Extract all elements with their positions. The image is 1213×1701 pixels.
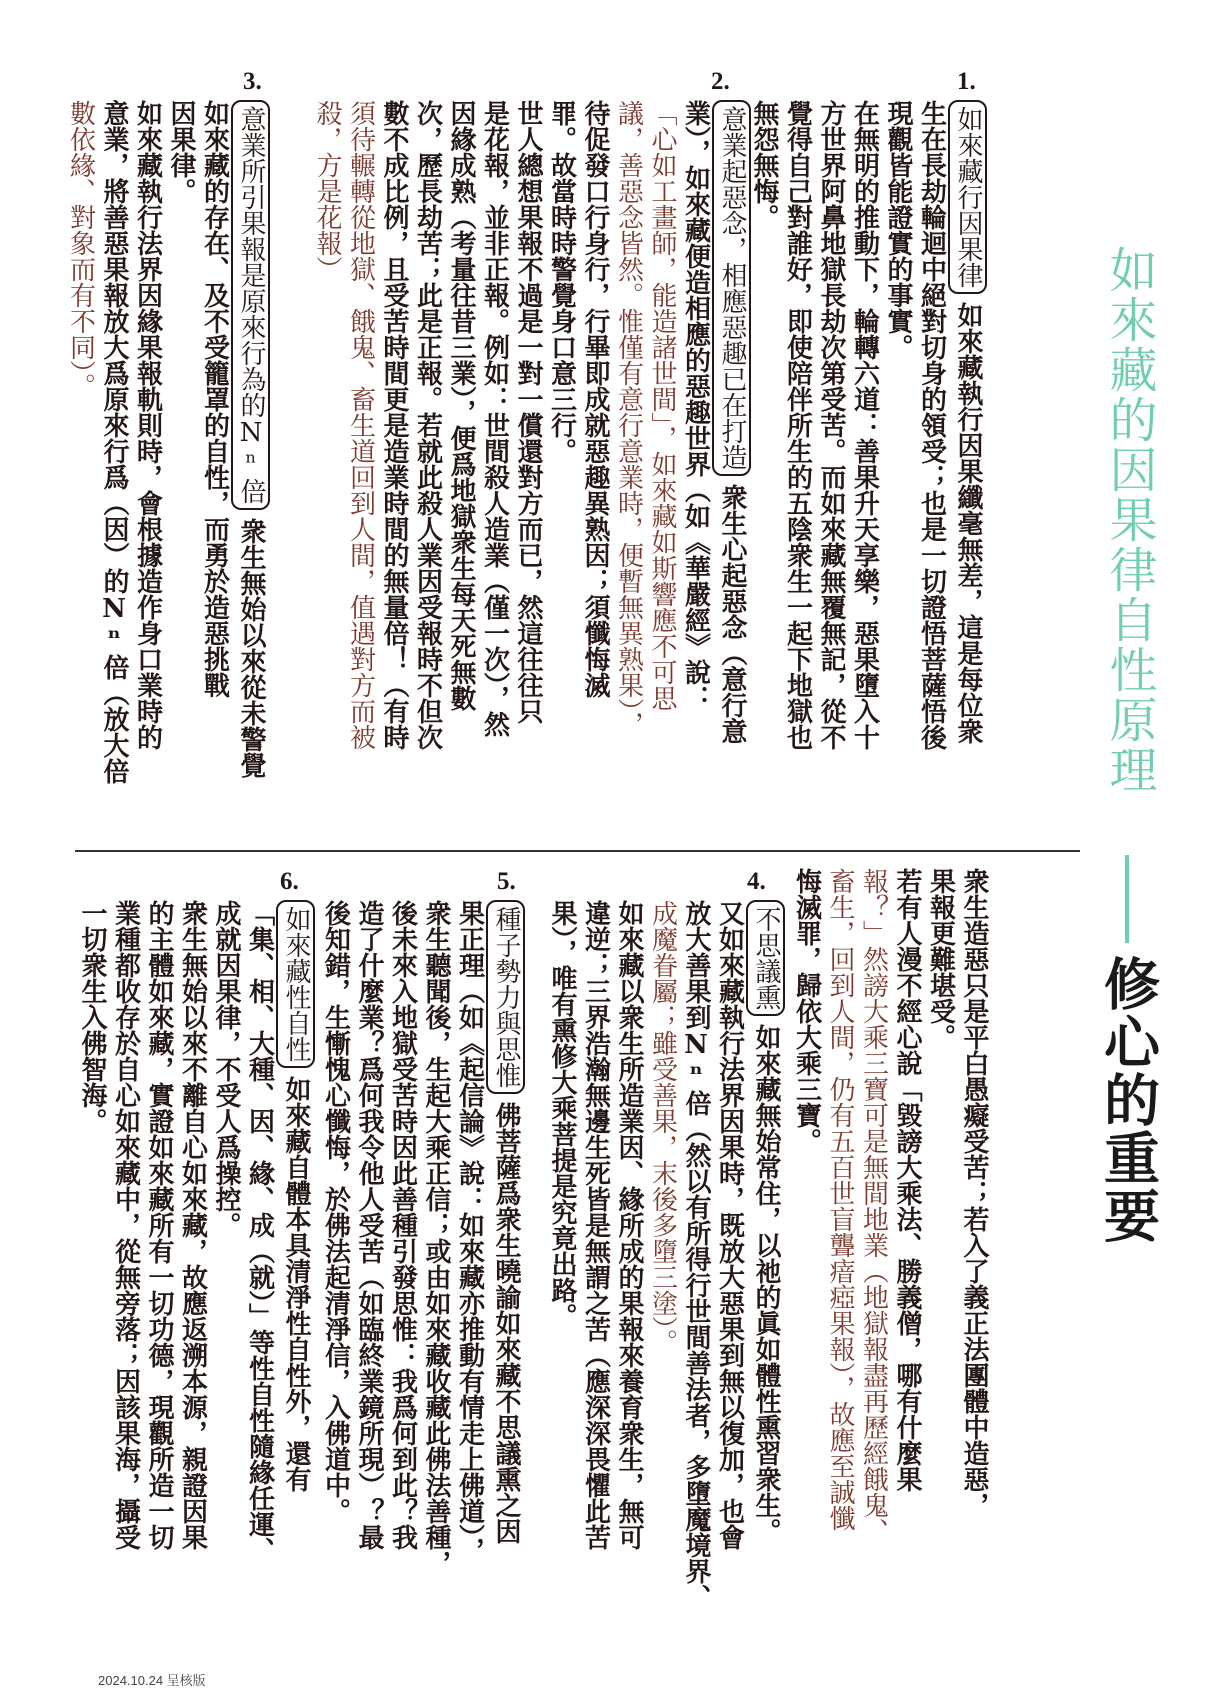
text-line: [197, 100, 231, 840]
section-number: 2.: [711, 68, 730, 95]
line-text: 數不成比例，且受苦時間更是造業時間的無量倍！（有時: [379, 100, 409, 750]
text-line: [377, 100, 411, 840]
line-text: 方世界阿鼻地獄長劫次第受苦。而如來藏無覆無記，從不: [816, 100, 846, 750]
section-heading: 不思議熏: [746, 900, 786, 1016]
line-text: 如來藏的存在、及不受籠罩的自性，而勇於造惡挑戰: [199, 100, 230, 698]
text-line: [452, 900, 486, 1660]
text-line: [544, 100, 578, 840]
line-text: 議，善惡念皆然。惟僅有意行意業時，便暫無異熟果），: [613, 100, 644, 737]
page-subtitle: 修心的重要: [1095, 955, 1161, 1245]
footer-note: 2024.10.24 呈核版: [98, 1673, 206, 1688]
line-text: 若有人漫不經心說「毀謗大乘法、勝義僧，哪有什麼果: [892, 868, 922, 1492]
text-line: [645, 100, 679, 840]
text-line: [823, 868, 857, 1658]
line-text: 覺得自己對誰好，即使陪伴所生的五陰衆生一起下地獄也: [782, 100, 813, 750]
text-line: [352, 900, 386, 1660]
text-line: [477, 100, 511, 840]
section-heading: 意業所引果報是原來行為的Nⁿ倍: [231, 100, 271, 510]
line-text: 是花報，並非正報。例如：世間殺人造業（僅一次），然: [479, 100, 510, 737]
text-line: [890, 868, 924, 1658]
text-line: [385, 900, 419, 1660]
section-heading: 種子勢力與思惟: [486, 900, 526, 1094]
text-line: [419, 900, 453, 1660]
section-2: [312, 100, 751, 840]
text-line: [209, 900, 243, 1660]
text-line: [175, 900, 209, 1660]
line-text: 因緣成熟（考量往昔三業），便爲地獄衆生每天死無數: [446, 100, 476, 711]
line-text: 業種都收存於自心如來藏中，從無旁落；因該果海，攝受: [110, 900, 141, 1550]
line-text: 如來藏執行法界因緣果報軌則時，會根據造作身口業時的: [132, 100, 163, 750]
text-line: [814, 100, 848, 840]
line-text: 業），如來藏便造相應的惡趣世界（如《華嚴經》說：: [680, 100, 711, 711]
text-line: [712, 100, 752, 840]
line-text: 罪。故當時時警覺身口意三行。: [546, 100, 577, 464]
text-line: [957, 868, 991, 1658]
line-text: 放大善果到Nⁿ倍（然以有所得行世間善法者，多墮魔境界、: [681, 900, 711, 1610]
line-text: 意業，將善惡果報放大爲原來行爲（因）的Nⁿ倍（放大倍: [99, 100, 129, 784]
text-line: [410, 100, 444, 840]
line-text: 悔滅罪，歸依大乘三寶。: [791, 868, 822, 1154]
text-line: [108, 900, 142, 1660]
section-6: [75, 900, 315, 1660]
text-line: [318, 900, 352, 1660]
line-text: 後知錯，生慚愧心懺悔，於佛法起清淨信，入佛道中。: [320, 900, 351, 1524]
line-text: 的主體如來藏，實證如來藏所有一切功德，現觀所造一切: [144, 900, 174, 1550]
text-line: [97, 100, 131, 840]
line-text: 現觀皆能證實的事實。: [883, 100, 913, 360]
line-text: 一切衆生入佛智海。: [77, 900, 107, 1134]
line-text: 又如來藏執行法界因果時，既放大惡果到無以復加，也會: [714, 900, 745, 1550]
line-text: 「集、相、大種、因、緣、成（就）」等性自性隨緣任運、: [244, 900, 275, 1563]
line-text: 成魔眷屬；雖受善果，末後多墮三塗）。: [647, 900, 678, 1355]
text-line: [310, 100, 344, 840]
text-line: [486, 900, 526, 1660]
text-line: [231, 100, 271, 840]
line-text: 如來藏無始常住，以祂的眞如體性熏習衆生。: [751, 1024, 781, 1544]
line-text: 衆生造惡只是平白愚癡受苦；若入了義正法團體中造惡，: [959, 868, 989, 1518]
line-text: 殺，方是花報）: [312, 100, 342, 282]
text-line: [164, 100, 198, 840]
line-text: 待促發口行身行，行畢即成就惡趣異熟因；須懺悔滅: [580, 100, 610, 698]
line-text: 果），唯有熏修大乘菩提是究竟出路。: [547, 900, 577, 1329]
line-text: 次，歷長劫苦；此是正報。若就此殺人業因受報時不但次: [412, 100, 443, 750]
line-text: 因果律。: [166, 100, 196, 204]
line-text: 生在長劫輪迴中絕對切身的領受；也是一切證悟菩薩悟後: [916, 100, 947, 750]
text-line: [914, 100, 948, 840]
text-line: [712, 900, 746, 1660]
line-text: 如來藏自體本具清淨性自性外，還有: [281, 1076, 311, 1492]
text-line: [242, 900, 276, 1660]
text-line: [923, 868, 957, 1658]
text-line: [789, 868, 823, 1658]
section-number: 4.: [747, 868, 766, 895]
line-text: 衆生無始以來從未警覺: [236, 518, 266, 778]
section-1: [749, 100, 987, 840]
line-text: 如來藏執行因果纖毫無差，這是每位衆: [953, 302, 983, 744]
line-text: 後未來入地獄受苦時因此善種引發思惟：我爲何到此？我: [387, 900, 418, 1550]
line-text: 衆生無始以來不離自心如來藏，故應返溯本源，親證因果: [177, 900, 208, 1550]
text-line: [545, 900, 579, 1660]
section-heading: 如來藏行因果律: [948, 100, 988, 294]
section-heading: 如來藏性自性: [276, 900, 316, 1068]
line-text: 如來藏以衆生所造業因、緣所成的果報來養育衆生，無可: [614, 900, 644, 1550]
text-line: [881, 100, 915, 840]
text-line: [343, 100, 377, 840]
section-4: [547, 900, 785, 1660]
line-text: 成就因果律，不受人爲操控。: [211, 900, 241, 1238]
text-line: [578, 100, 612, 840]
section-3: [64, 100, 270, 840]
line-text: 衆生聽聞後，生起大乘正信；或由如來藏收藏此佛法善種，: [421, 900, 451, 1576]
text-line: [63, 100, 97, 840]
text-line: [611, 100, 645, 840]
text-line: [747, 100, 781, 840]
text-line: [679, 900, 713, 1660]
text-line: [948, 100, 988, 840]
text-line: [746, 900, 786, 1660]
section-number: 5.: [497, 868, 516, 895]
text-line: [780, 100, 814, 840]
text-line: [578, 900, 612, 1660]
line-text: 果正理（如《起信論》說：如來藏亦推動有情走上佛道），: [454, 900, 485, 1563]
line-text: 違逆；三界浩瀚無邊生死皆是無謂之苦（應深深畏懼此苦: [580, 900, 611, 1550]
line-text: 「心如工畫師，能造諸世間」，如來藏如斯響應不可思: [647, 100, 677, 711]
line-text: 無怨無悔。: [749, 100, 779, 230]
text-line: [142, 900, 176, 1660]
line-text: 報？」然謗大乘三寶可是無間地業（地獄報盡再歷經餓鬼、: [858, 868, 889, 1544]
text-line: [847, 100, 881, 840]
section-number: 1.: [957, 68, 976, 95]
page-title: 如來藏的因果律自性原理: [1101, 245, 1157, 795]
section-5: [320, 900, 525, 1660]
text-line: [511, 100, 545, 840]
line-text: 世人總想果報不過是一對一償還對方而已，然這往往只: [513, 100, 543, 724]
line-text: 衆生心起惡念（意行意: [717, 484, 747, 744]
text-line: [276, 900, 316, 1660]
text-line: [678, 100, 712, 840]
line-text: 在無明的推動下，輪轉六道：善果升天享樂，惡果墮入十: [849, 100, 880, 750]
text-line: [444, 100, 478, 840]
line-text: 果報更難堪受。: [925, 868, 956, 1050]
line-text: 數依緣、對象而有不同）。: [65, 100, 96, 399]
line-text: 佛菩薩爲衆生曉諭如來藏不思議熏之因: [491, 1102, 521, 1544]
section-heading: 意業起惡念，相應惡趣已在打造: [712, 100, 752, 476]
line-text: 畜生，回到人間，仍有五百世盲聾瘖瘂果報），故應至誠懺: [825, 868, 855, 1531]
text-line: [75, 900, 109, 1660]
text-line: [612, 900, 646, 1660]
line-text: 須待輾轉從地獄、餓鬼、畜生道回到人間，值遇對方而被: [345, 100, 376, 750]
section-intro-bottom: [790, 868, 990, 1658]
title-dash-decoration: [1125, 855, 1129, 943]
section-number: 6.: [280, 868, 299, 895]
text-line: [130, 100, 164, 840]
text-line: [645, 900, 679, 1660]
line-text: 造了什麼業？爲何我令他人受苦（如臨終業鏡所現）？最: [354, 900, 384, 1550]
horizontal-divider: [75, 850, 1080, 852]
text-line: [856, 868, 890, 1658]
section-number: 3.: [243, 68, 262, 95]
